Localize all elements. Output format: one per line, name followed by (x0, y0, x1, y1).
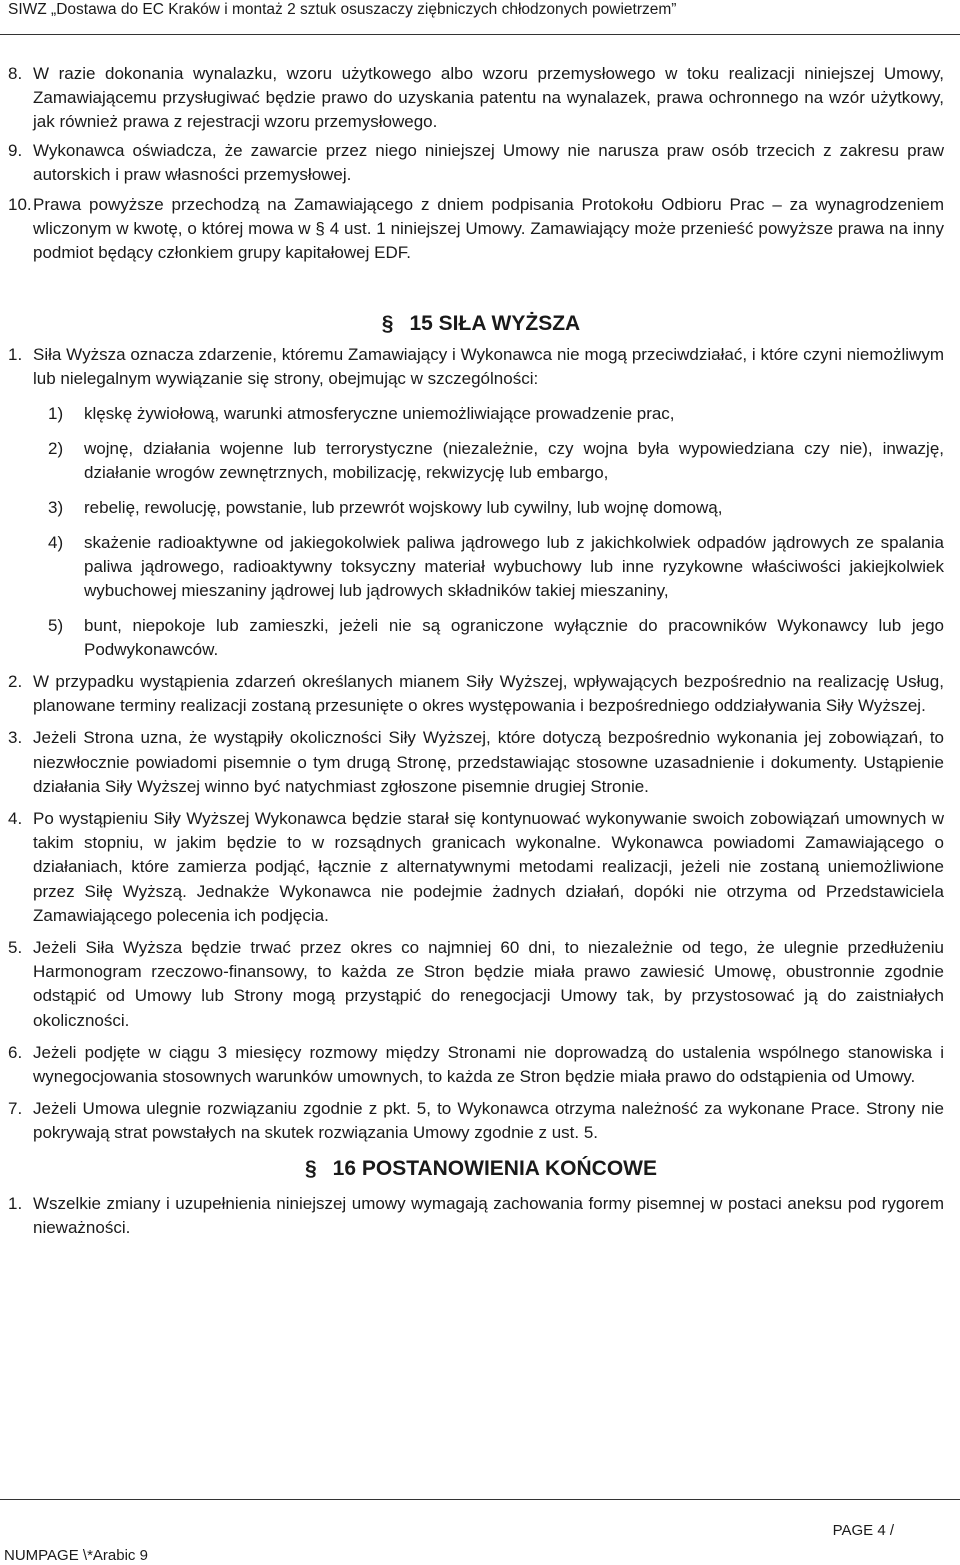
item-text: rebelię, rewolucję, powstanie, lub przewrót wojskowy lub cywilny, lub wojnę domową, (84, 498, 723, 518)
paragraph-text: Jeżeli podjęte w ciągu 3 miesięcy rozmowy między Stronami nie doprowadzą do ustalenia wspólnego stanowiska i wynegocjowania stosownych warunków umownych, to każda ze Stron będzie miała prawo do odstąpienia od Umowy. (33, 1042, 944, 1087)
section-15-paragraph-1 (0, 343, 960, 391)
section-15-paragraph-5 (0, 936, 960, 1033)
paragraph-text: Wykonawca oświadcza, że zawarcie przez niego niniejszej Umowy nie narusza praw osób trzecich z zakresu praw autorskich i praw własności przemysłowej. (33, 140, 944, 184)
item-number: 3) (48, 498, 64, 518)
paragraph-number: 8. (8, 64, 23, 83)
paragraph-text: Jeżeli Siła Wyższa będzie trwać przez okres co najmniej 60 dni, to niezależnie od tego, że ulegnie przedłużeniu Harmonogram rzeczowo-finansowy, to każda ze Stron będzie miała prawo zawiesić Umowę, obustronnie zgodnie odstąpić od Umowy lub Strony mogą przystąpić do renegocjacji Umowy tak, by przystosować ją do zaistniałych okoliczności. (33, 938, 944, 1030)
paragraph-text: Jeżeli Strona uzna, że wystąpiły okoliczności Siły Wyższej, które dotyczą bezpośrednio wykonania jej zobowiązań, to niezwłocznie powiadomi pisemnie o tym drugą Stronę, przedstawiając stosowne uzasadnienie i dokumenty. Ustąpienie działania Siły Wyższej winno być natychmiast zgłoszone pisemnie drugiej Stronie. (33, 728, 944, 796)
section-15-paragraph-4 (0, 807, 960, 928)
page-count-field: NUMPAGE \*Arabic 9 (4, 1547, 148, 1564)
section-15-heading (0, 311, 960, 337)
item-number: 2) (48, 439, 64, 459)
section-15-paragraph-7 (0, 1097, 960, 1145)
paragraph-text: Siła Wyższa oznacza zdarzenie, któremu Zamawiający i Wykonawca nie mogą przeciwdziałać, i które czyni niemożliwym lub nielegalnym wywiązanie się strony, obejmując w szczególności: (33, 344, 944, 388)
force-majeure-item-4 (0, 531, 960, 603)
document-body (0, 62, 960, 1240)
force-majeure-item-2 (0, 437, 960, 485)
section-15-paragraph-6 (0, 1041, 960, 1089)
force-majeure-item-5 (0, 614, 960, 662)
paragraph-number: 10. (8, 195, 32, 215)
paragraph-text: Prawa powyższe przechodzą na Zamawiającego z dniem podpisania Protokołu Odbioru Prac – za wynagrodzeniem wliczonym w kwotę, o której mowa w § 4 ust. 1 niniejszej Umowy. Zamawiający może przenieść powyższe prawa na inny podmiot będący członkiem grupy kapitałowej EDF. (33, 195, 944, 263)
paragraph-number: 1. (8, 344, 23, 364)
paragraph-number: 4. (8, 809, 23, 829)
header-divider (0, 34, 960, 35)
paragraph-text: Wszelkie zmiany i uzupełnienia niniejszej umowy wymagają zachowania formy pisemnej w postaci aneksu pod rygorem nieważności. (33, 1193, 944, 1237)
section-16-heading (0, 1156, 960, 1182)
item-number: 5) (48, 616, 64, 636)
section-title: 16 POSTANOWIENIA KOŃCOWE (332, 1156, 658, 1180)
item-number: 1) (48, 404, 64, 424)
item-text: klęskę żywiołową, warunki atmosferyczne uniemożliwiające prowadzenie prac, (84, 404, 675, 424)
header-title: SIWZ „Dostawa do EC Kraków i montaż 2 sztuk osuszaczy ziębniczych chłodzonych powietrzem” (8, 1, 677, 18)
force-majeure-item-3 (0, 496, 960, 520)
paragraph-text: W przypadku wystąpienia zdarzeń określanych mianem Siły Wyższej, wpływających bezpośrednio na realizację Usług, planowane terminy realizacji zostaną przesunięte o okres występowania i bezpośredniego oddziaływania Siły Wyższej. (33, 672, 944, 716)
paragraph-number: 3. (8, 728, 23, 748)
section-16-paragraph-1 (0, 1192, 960, 1240)
item-text: bunt, niepokoje lub zamieszki, jeżeli nie są ograniczone wyłącznie do pracowników Wykonawcy lub jego Podwykonawców. (84, 616, 944, 660)
paragraph-text: W razie dokonania wynalazku, wzoru użytkowego albo wzoru przemysłowego w toku realizacji niniejszej Umowy, Zamawiającemu przysługiwać będzie prawo do uzyskania patentu na wynalazek, prawa ochronnego na wzór użytkowy, jak również prawa z rejestracji wzoru przemysłowego. (33, 64, 944, 132)
paragraph-text: Jeżeli Umowa ulegnie rozwiązaniu zgodnie z pkt. 5, to Wykonawca otrzyma należność za wykonane Prace. Strony nie pokrywają strat powstałych na skutek rozwiązania Umowy zgodnie z ust. 5. (33, 1099, 944, 1143)
section-sign: § (381, 311, 394, 335)
paragraph-8 (0, 62, 960, 135)
section-title: 15 SIŁA WYŻSZA (409, 311, 581, 335)
paragraph-number: 2. (8, 672, 23, 692)
paragraph-number: 9. (8, 140, 23, 160)
paragraph-10 (0, 193, 960, 266)
footer-divider (0, 1499, 960, 1500)
paragraph-number: 5. (8, 938, 23, 958)
section-15-paragraph-3 (0, 726, 960, 799)
paragraph-number: 1. (8, 1193, 23, 1213)
paragraph-9 (0, 139, 960, 187)
section-15-paragraph-2 (0, 670, 960, 718)
page-number: PAGE 4 / (832, 1522, 894, 1539)
paragraph-number: 7. (8, 1099, 23, 1119)
item-text: wojnę, działania wojenne lub terrorystyczne (niezależnie, czy wojna była wypowiedziana czy nie), inwazję, działanie wrogów zewnętrznych, mobilizację, rekwizycję lub embargo, (84, 439, 944, 483)
document-header (8, 0, 948, 20)
item-text: skażenie radioaktywne od jakiegokolwiek paliwa jądrowego lub z jakichkolwiek odpadów jądrowych ze spalania paliwa jądrowego, radioaktywny toksyczny materiał wybuchowy lub inne ryzykowne właściwości jakiejkolwiek wybuchowej mieszaniny jądrowej lub jądrowych składników takiej mieszaniny, (84, 533, 944, 601)
paragraph-text: Po wystąpieniu Siły Wyższej Wykonawca będzie starał się kontynuować wykonywanie swoich zobowiązań umownych w takim stopniu, w jakim będzie to w rozsądnych granicach wykonalne. Wykonawca powiadomi Zamawiającego o działaniach, które zamierza podjąć, łącznie z alternatywnymi metodami realizacji, jeżeli nie zostaną uniemożliwione przez Siłę Wyższą. Jednakże Wykonawca nie podejmie żadnych działań, dopóki nie otrzyma od Przedstawiciela Zamawiającego polecenia ich podjęcia. (33, 809, 944, 925)
force-majeure-item-1 (0, 402, 960, 426)
item-number: 4) (48, 533, 64, 553)
paragraph-number: 6. (8, 1042, 23, 1062)
section-sign: § (304, 1156, 317, 1180)
